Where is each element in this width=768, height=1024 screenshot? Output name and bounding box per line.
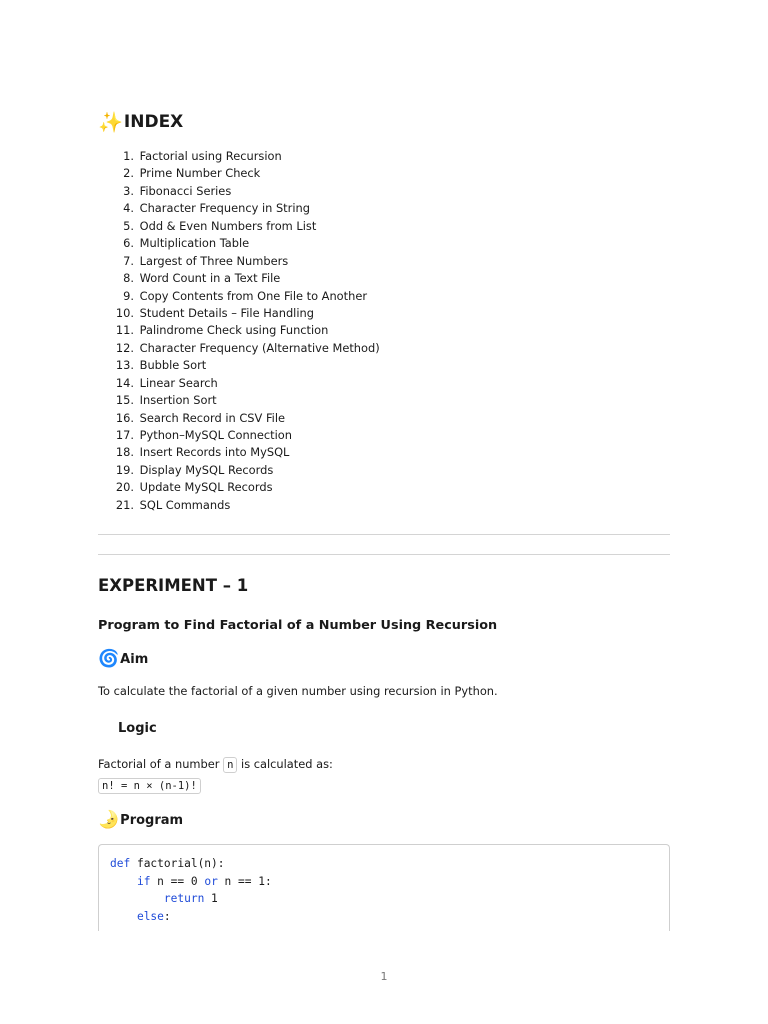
- index-item-label: Student Details – File Handling: [139, 305, 314, 320]
- logic-text-before: Factorial of a number: [98, 757, 224, 771]
- index-item: [98, 288, 670, 305]
- index-item: [98, 165, 670, 182]
- index-item-number: 10.: [115, 305, 134, 320]
- index-item-label: Linear Search: [139, 375, 218, 390]
- index-item-number: 12.: [115, 340, 134, 355]
- logic-heading: Logic: [118, 721, 157, 736]
- index-item: [98, 462, 670, 479]
- index-item-number: 4.: [123, 201, 134, 216]
- aim-text: To calculate the factorial of a given number using recursion in Python.: [98, 684, 498, 698]
- code-keyword: if: [136, 874, 151, 888]
- index-item-label: Python–MySQL Connection: [139, 428, 292, 442]
- sparkles-icon: ✨: [98, 110, 123, 134]
- index-title: INDEX: [123, 112, 184, 132]
- code-keyword: else: [136, 909, 164, 923]
- code-keyword: return: [163, 892, 205, 906]
- program-heading: [98, 810, 183, 830]
- index-item-label: Display MySQL Records: [139, 462, 274, 477]
- page-number: 1: [380, 970, 388, 983]
- code-keyword: def: [110, 857, 131, 870]
- index-item-number: 15.: [115, 393, 134, 408]
- index-item-label: Palindrome Check using Function: [139, 323, 329, 338]
- code-indent: [110, 892, 164, 905]
- index-item: [98, 253, 670, 270]
- code-indent: [110, 875, 137, 888]
- index-heading: [98, 108, 670, 136]
- index-item-label: Bubble Sort: [139, 358, 207, 373]
- aim-heading: [98, 649, 148, 669]
- index-item: [98, 410, 670, 427]
- index-item-label: Odd & Even Numbers from List: [139, 218, 317, 233]
- index-item: [98, 340, 670, 357]
- logic-formula-code: n! = n × (n-1)!: [98, 778, 201, 794]
- index-item: [98, 444, 670, 461]
- index-item-label: Insertion Sort: [139, 393, 217, 408]
- code-text: factorial(n):: [130, 857, 225, 870]
- index-item-number: 18.: [115, 445, 134, 460]
- code-text: n == 0: [150, 874, 205, 888]
- index-list: [98, 148, 670, 514]
- index-item: [98, 183, 670, 200]
- index-item-label: Character Frequency (Alternative Method): [139, 340, 380, 355]
- index-item-number: 11.: [115, 323, 134, 338]
- code-text: :: [163, 909, 171, 923]
- index-item-label: Update MySQL Records: [139, 480, 273, 495]
- index-item-number: 14.: [115, 375, 134, 390]
- experiment-subtitle: Program to Find Factorial of a Number Using Recursion: [98, 618, 498, 633]
- code-block: [98, 844, 670, 931]
- index-item-number: 19.: [115, 462, 134, 477]
- index-item-number: 16.: [115, 410, 134, 425]
- index-item-label: Prime Number Check: [139, 166, 261, 181]
- index-item-label: Fibonacci Series: [139, 183, 232, 198]
- logic-variable-code: n: [223, 757, 237, 773]
- divider: [98, 554, 670, 555]
- index-item: [98, 479, 670, 496]
- code-indent: [110, 910, 137, 923]
- index-item-label: Copy Contents from One File to Another: [139, 288, 368, 303]
- index-item-label: Factorial using Recursion: [139, 149, 282, 163]
- index-item-number: 17.: [115, 428, 134, 442]
- cyclone-icon: 🌀: [98, 649, 120, 669]
- index-item-label: Character Frequency in String: [139, 201, 310, 216]
- index-item-label: SQL Commands: [139, 497, 231, 512]
- index-item: [98, 218, 670, 235]
- index-item: [98, 392, 670, 409]
- logic-paragraph: [98, 754, 333, 796]
- index-item-number: 21.: [115, 497, 134, 512]
- aim-heading-label: Aim: [120, 651, 149, 667]
- index-item-label: Search Record in CSV File: [139, 410, 286, 425]
- index-item: [98, 375, 670, 392]
- index-item-number: 8.: [123, 271, 134, 286]
- index-item-number: 6.: [123, 236, 134, 251]
- program-heading-label: Program: [120, 812, 184, 828]
- index-item: [98, 235, 670, 252]
- index-item-number: 3.: [123, 183, 134, 198]
- index-item: [98, 148, 670, 165]
- code-text: n == 1:: [217, 874, 272, 888]
- index-item: [98, 427, 670, 444]
- logic-text-after: is calculated as:: [237, 757, 333, 771]
- code-keyword: or: [204, 874, 218, 888]
- index-item-number: 20.: [115, 480, 134, 495]
- index-item-number: 2.: [123, 166, 134, 181]
- code-text: 1: [204, 892, 218, 906]
- index-item: [98, 357, 670, 374]
- index-item-number: 7.: [123, 253, 134, 268]
- index-item: [98, 497, 670, 514]
- index-item-number: 5.: [123, 218, 134, 233]
- index-item-label: Word Count in a Text File: [139, 271, 281, 286]
- index-item: [98, 200, 670, 217]
- experiment-title: EXPERIMENT – 1: [98, 576, 249, 595]
- divider: [98, 534, 670, 535]
- index-item-label: Largest of Three Numbers: [139, 253, 289, 268]
- index-item-number: 1.: [123, 149, 134, 163]
- index-item: [98, 322, 670, 339]
- index-item-label: Multiplication Table: [139, 236, 250, 251]
- index-item: [98, 270, 670, 287]
- index-item-label: Insert Records into MySQL: [139, 445, 290, 460]
- index-item-number: 13.: [115, 358, 134, 373]
- index-item: [98, 305, 670, 322]
- document-page: [98, 108, 670, 923]
- crescent-moon-icon: 🌛: [98, 810, 120, 830]
- index-item-number: 9.: [123, 288, 134, 303]
